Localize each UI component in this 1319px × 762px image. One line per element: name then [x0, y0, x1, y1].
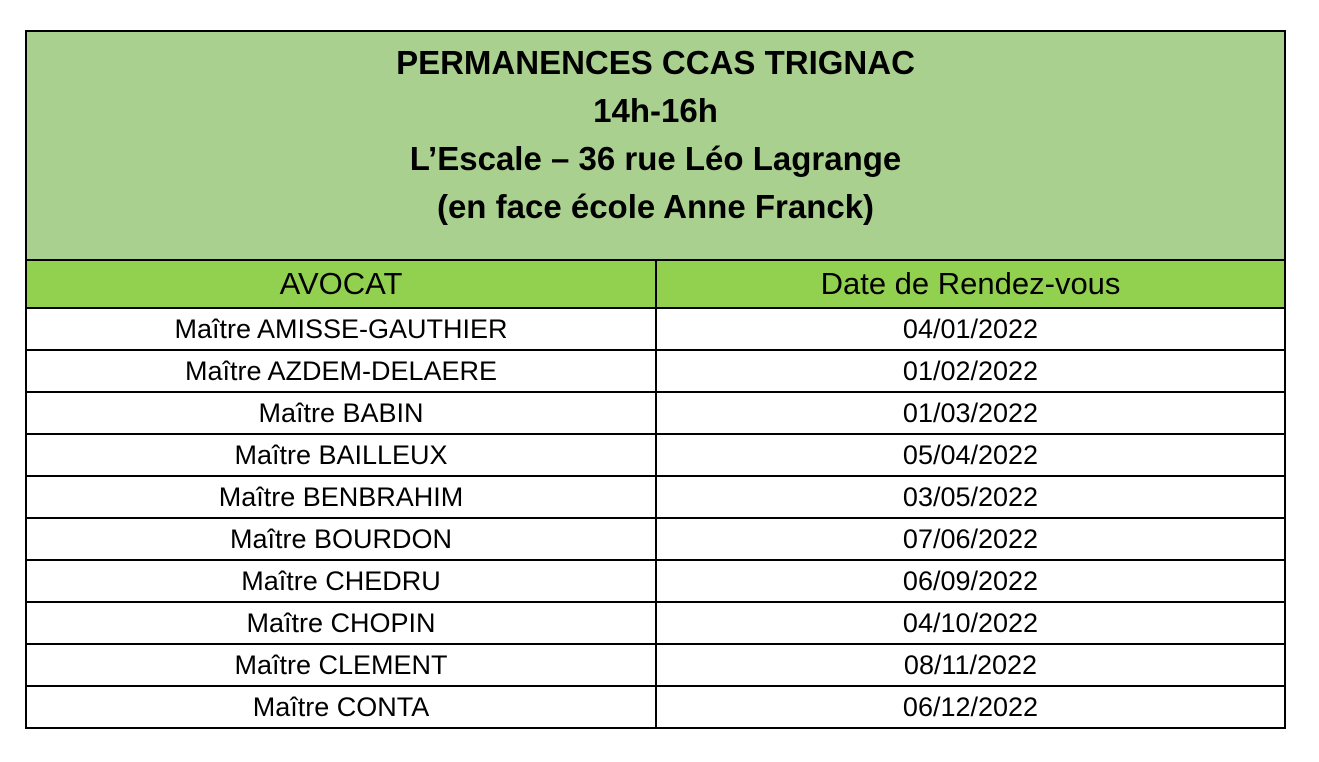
date-cell: 03/05/2022 [656, 476, 1284, 518]
table-header-row [27, 261, 1284, 308]
table-row [27, 644, 1284, 686]
date-cell: 06/09/2022 [656, 560, 1284, 602]
avocat-cell: Maître BAILLEUX [27, 434, 656, 476]
schedule-sheet [25, 30, 1286, 729]
avocat-cell: Maître BENBRAHIM [27, 476, 656, 518]
table-row [27, 560, 1284, 602]
date-cell: 01/03/2022 [656, 392, 1284, 434]
location-note: (en face école Anne Franck) [436, 188, 875, 225]
date-cell: 04/10/2022 [656, 602, 1284, 644]
column-header-date: Date de Rendez-vous [656, 261, 1284, 308]
table-row [27, 350, 1284, 392]
table-row [27, 602, 1284, 644]
avocat-cell: Maître CONTA [27, 686, 656, 727]
date-cell: 06/12/2022 [656, 686, 1284, 727]
date-cell: 07/06/2022 [656, 518, 1284, 560]
appointments-table [27, 261, 1284, 727]
column-header-avocat: AVOCAT [27, 261, 656, 308]
date-cell: 08/11/2022 [656, 644, 1284, 686]
table-row [27, 686, 1284, 727]
page-title: PERMANENCES CCAS TRIGNAC [396, 44, 915, 81]
avocat-cell: Maître CHOPIN [27, 602, 656, 644]
date-cell: 04/01/2022 [656, 308, 1284, 350]
date-cell: 01/02/2022 [656, 350, 1284, 392]
table-row [27, 392, 1284, 434]
table-row [27, 518, 1284, 560]
date-cell: 05/04/2022 [656, 434, 1284, 476]
hours-text: 14h-16h [593, 92, 718, 129]
address-text: L’Escale – 36 rue Léo Lagrange [409, 140, 902, 177]
avocat-cell: Maître AZDEM-DELAERE [27, 350, 656, 392]
table-row [27, 434, 1284, 476]
avocat-cell: Maître CHEDRU [27, 560, 656, 602]
header-block [27, 32, 1284, 261]
table-row [27, 308, 1284, 350]
avocat-cell: Maître AMISSE-GAUTHIER [174, 313, 508, 344]
avocat-cell: Maître BOURDON [27, 518, 656, 560]
avocat-cell: Maître CLEMENT [27, 644, 656, 686]
table-row [27, 476, 1284, 518]
avocat-cell: Maître BABIN [27, 392, 656, 434]
